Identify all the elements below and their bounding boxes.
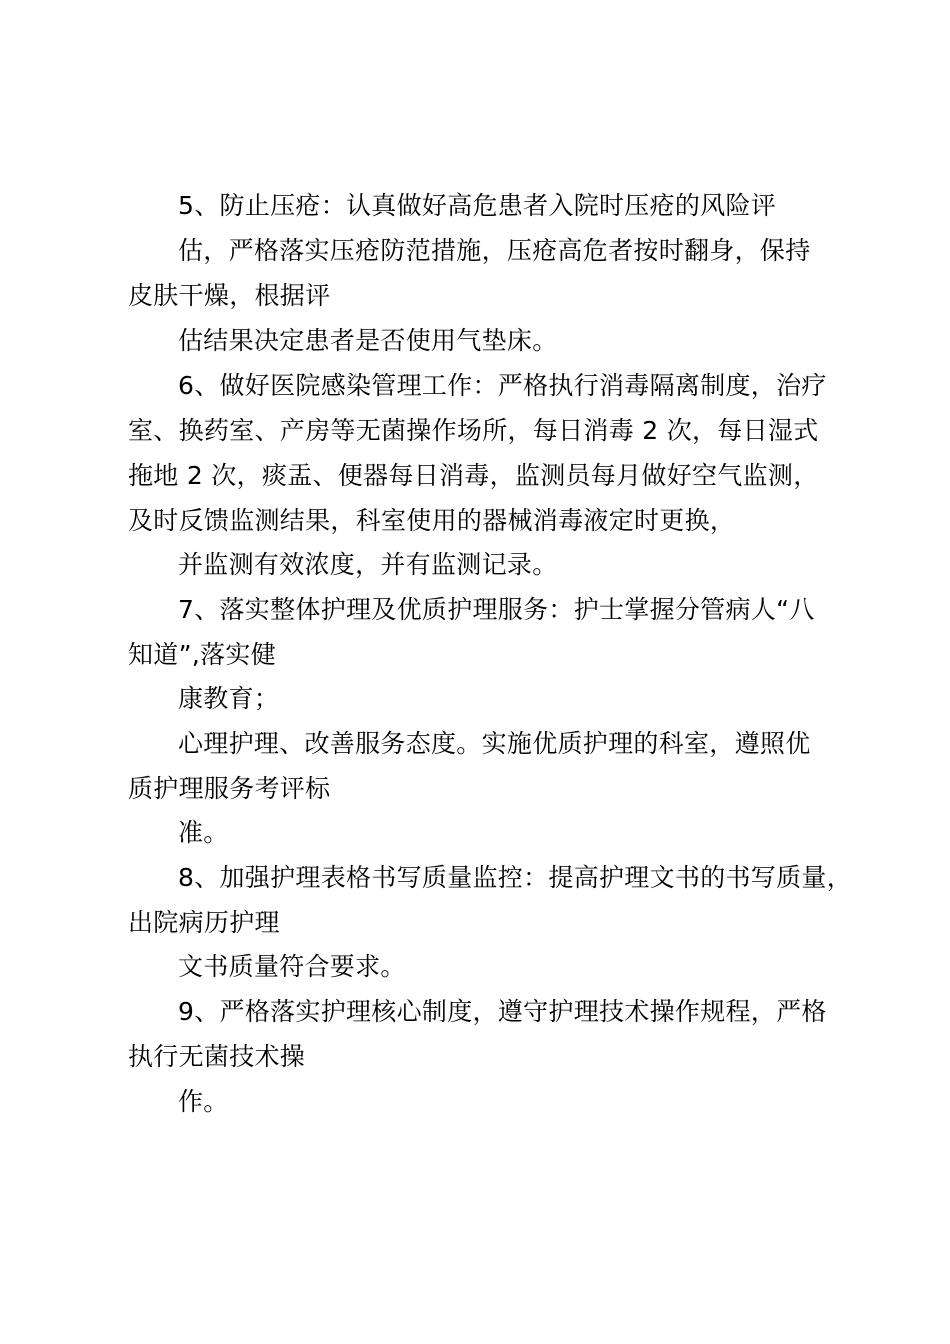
text-line: 并监测有效浓度，并有监测记录。	[178, 550, 558, 579]
text-line: 8、加强护理表格书写质量监控：提高护理文书的书写质量，	[178, 863, 853, 892]
text-line: 执行无菌技术操	[128, 1042, 306, 1071]
text-line: 7、落实整体护理及优质护理服务：护士掌握分管病人“八	[178, 595, 815, 624]
text-line: 估结果决定患者是否使用气垫床。	[178, 326, 558, 355]
text-line: 估，严格落实压疮防范措施，压疮高危者按时翻身，保持	[178, 236, 811, 265]
text-line: 出院病历护理	[128, 908, 280, 937]
text-line: 及时反馈监测结果，科室使用的器械消毒液定时更换，	[128, 506, 736, 535]
text-line: 文书质量符合要求。	[178, 952, 406, 981]
text-line: 9、严格落实护理核心制度，遵守护理技术操作规程，严格	[178, 997, 827, 1026]
text-line: 拖地 2 次，痰盂、便器每日消毒，监测员每月做好空气监测，	[128, 461, 819, 490]
text-line: 皮肤干燥，根据评	[128, 281, 331, 310]
text-line: 知道”,落实健	[128, 640, 276, 669]
text-line: 准。	[178, 818, 229, 847]
text-line: 质护理服务考评标	[128, 774, 331, 803]
text-line: 5、防止压疮：认真做好高危患者入院时压疮的风险评	[178, 191, 777, 220]
text-line: 心理护理、改善服务态度。实施优质护理的科室，遵照优	[178, 729, 811, 758]
text-line: 室、换药室、产房等无菌操作场所，每日消毒 2 次，每日湿式	[128, 416, 819, 445]
text-line: 康教育；	[178, 684, 280, 713]
text-line: 作。	[178, 1087, 229, 1116]
text-line: 6、做好医院感染管理工作：严格执行消毒隔离制度，治疗	[178, 371, 827, 400]
